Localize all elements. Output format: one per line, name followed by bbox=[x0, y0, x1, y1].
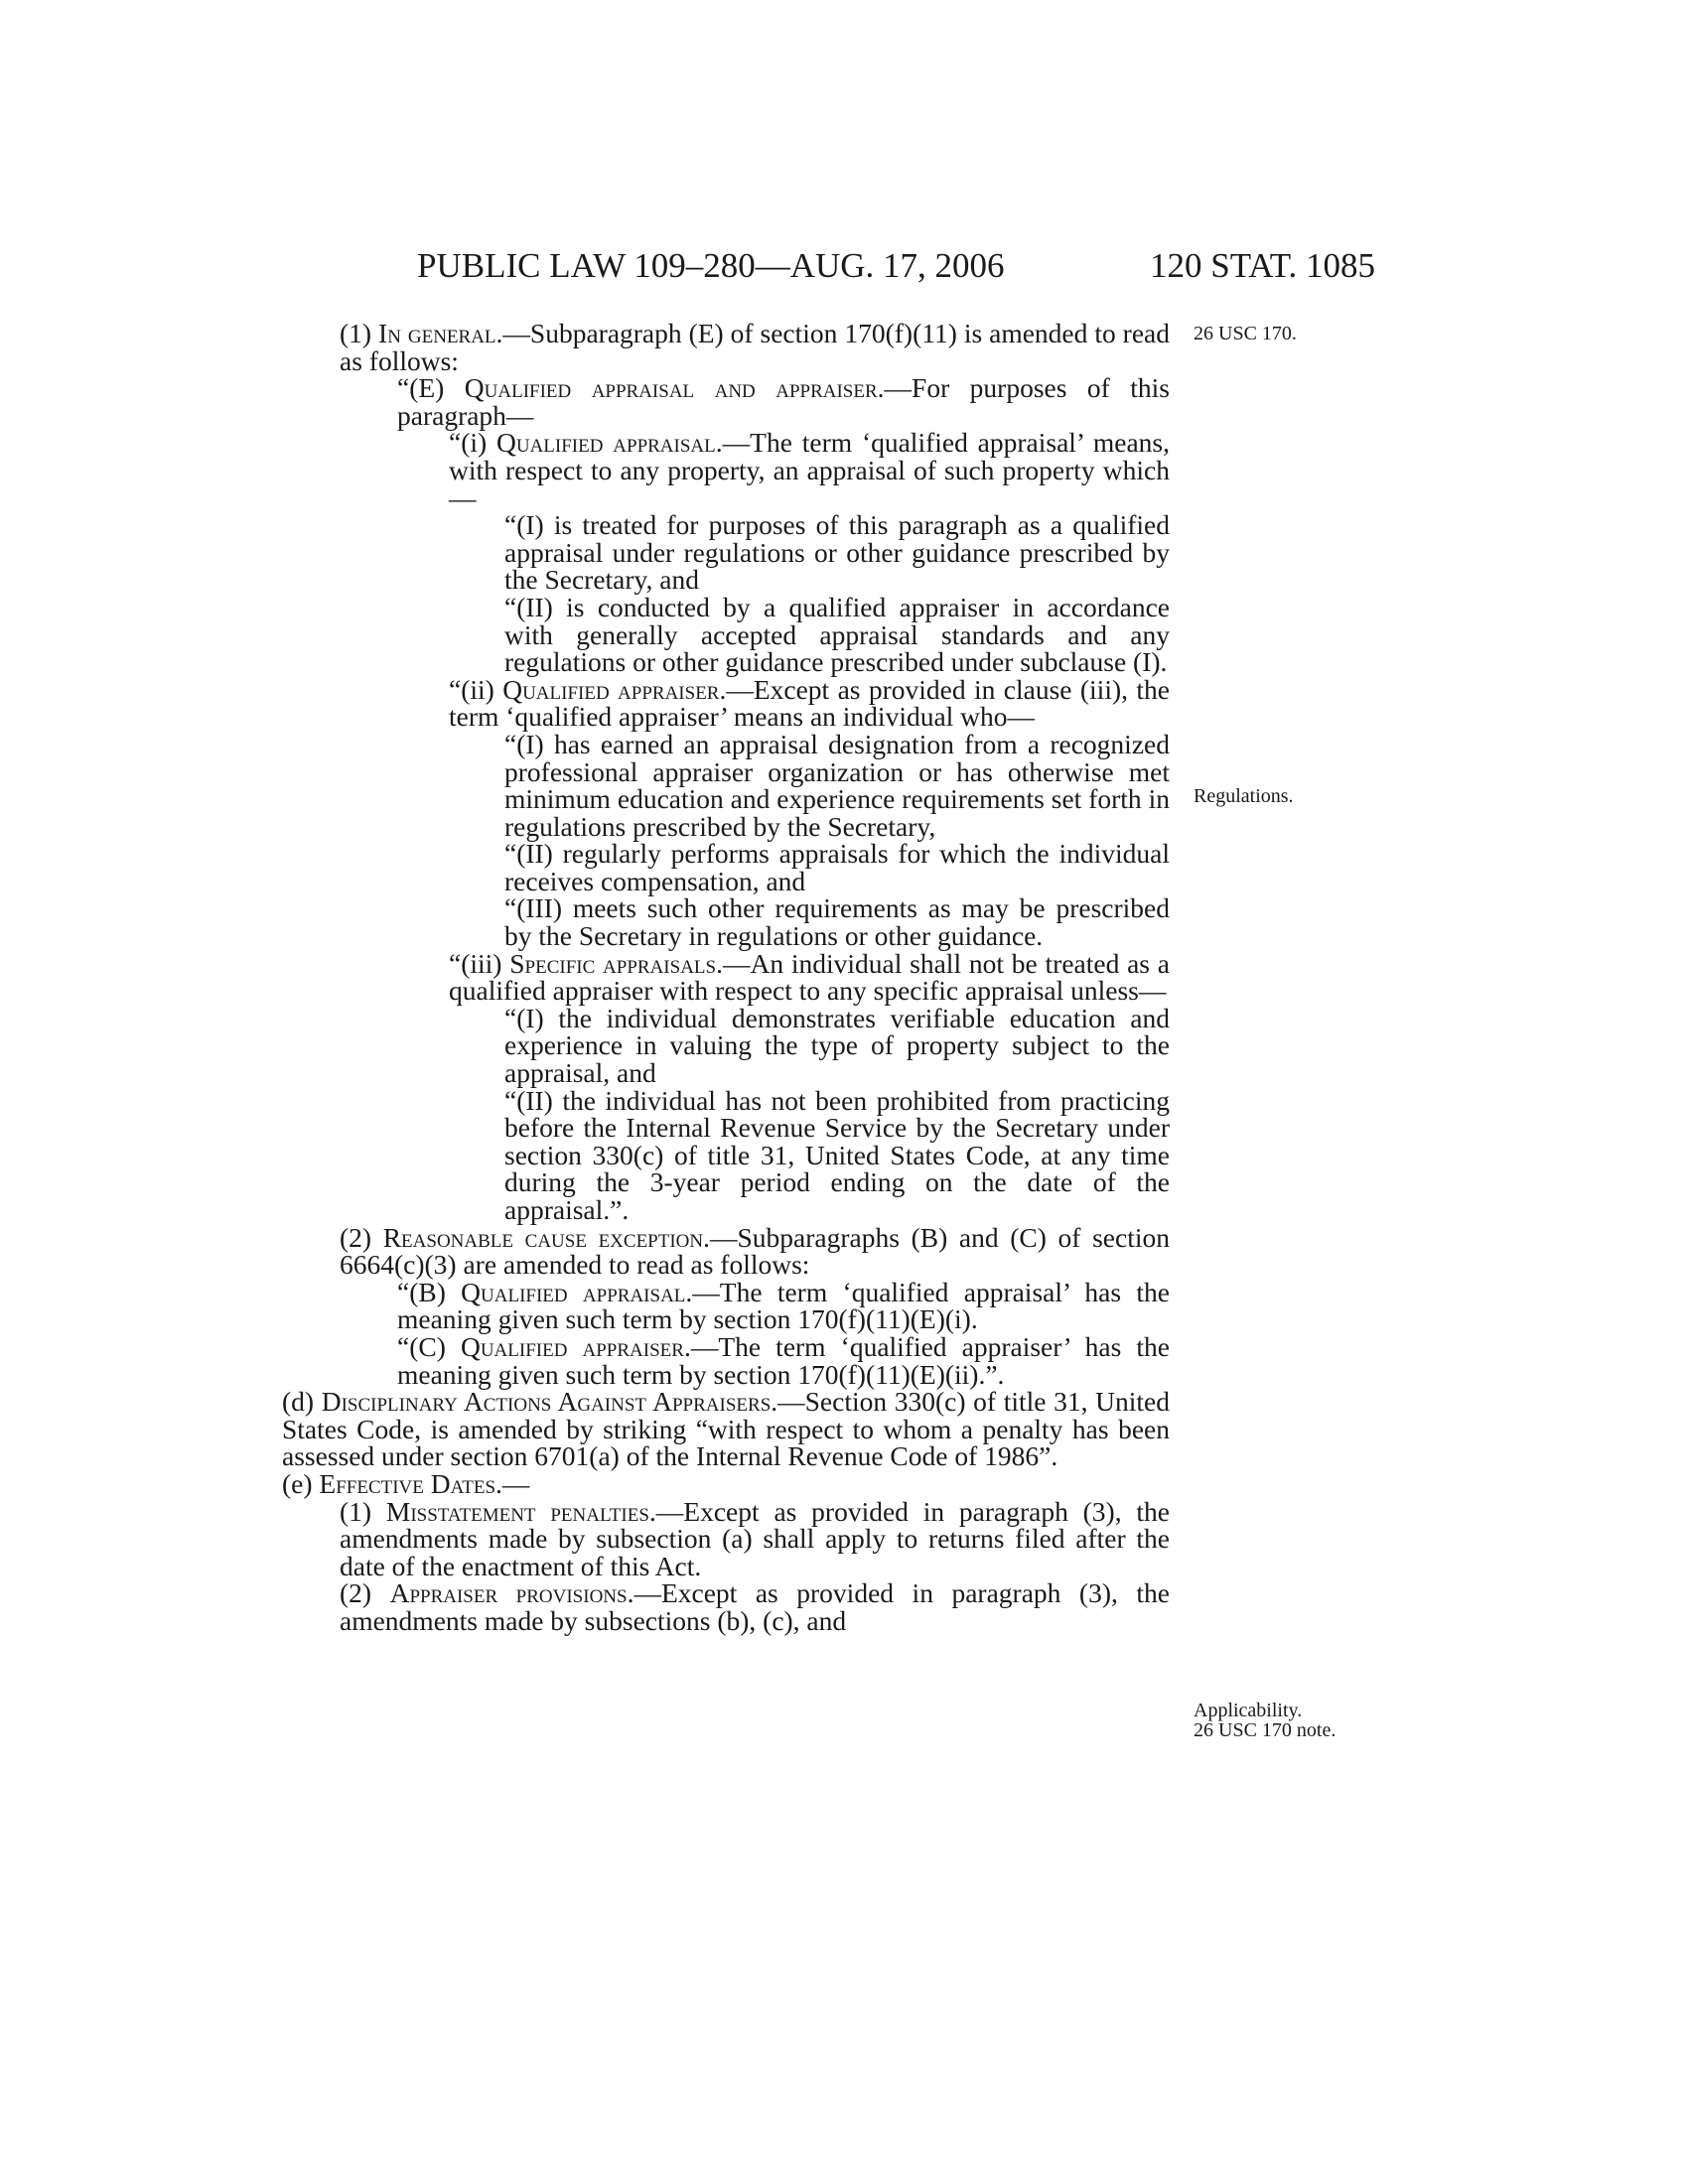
margin-note-usc-170-note: 26 USC 170 note. bbox=[1194, 1719, 1336, 1741]
heading-specific-appraisals: Specific appraisals. bbox=[509, 947, 723, 979]
statute-text bbox=[282, 318, 1170, 1636]
clause-iii-specific-appraisals: “(iii) Specific appraisals.—An individual shall not be treated as a qualified appraiser with respect to any specific appraisal unless— bbox=[449, 947, 1170, 1007]
clause-iii-subclause-I: “(I) the individual demonstrates verifiable education and experience in valuing the type of property subject to the appraisal, and bbox=[504, 1002, 1170, 1089]
heading-qualified-appraiser-c: Qualified appraiser. bbox=[460, 1330, 691, 1362]
margin-note-applicability: Applicability. bbox=[1194, 1700, 1303, 1721]
paragraph-2-reasonable-cause: (2) Reasonable cause exception.—Subparagraphs (B) and (C) of section 6664(c)(3) are amended to read as follows: bbox=[340, 1221, 1170, 1281]
subparagraph-B: “(B) Qualified appraisal.—The term ‘qualified appraisal’ has the meaning given such term by section 170(f)(11)(E)(i). bbox=[397, 1276, 1170, 1335]
clause-ii-subclause-II: “(II) regularly performs appraisals for which the individual receives compensation, and bbox=[504, 838, 1170, 896]
heading-in-general: In general. bbox=[378, 318, 503, 348]
heading-reasonable-cause-exception: Reasonable cause exception. bbox=[382, 1221, 711, 1253]
heading-qualified-appraisal-and-appraiser: Qualified appraisal and appraiser. bbox=[464, 372, 885, 404]
clause-ii-qualified-appraiser: “(ii) Qualified appraiser.—Except as provided in clause (iii), the term ‘qualified appraiser’ means an individual who— bbox=[449, 673, 1170, 733]
paragraph-2-appraiser-provisions: (2) Appraiser provisions.—Except as provided in paragraph (3), the amendments made by subsections (b), (c), and bbox=[340, 1577, 1170, 1636]
margin-note-usc-170: 26 USC 170. bbox=[1194, 323, 1297, 344]
heading-qualified-appraisal-b: Qualified appraisal. bbox=[461, 1276, 693, 1307]
paragraph-1-in-general: (1) In general.—Subparagraph (E) of section 170(f)(11) is amended to read as follows: bbox=[340, 318, 1170, 376]
subparagraph-E: “(E) Qualified appraisal and appraiser.—For purposes of this paragraph— bbox=[397, 372, 1170, 431]
heading-misstatement-penalties: Misstatement penalties. bbox=[385, 1495, 656, 1527]
subparagraph-C: “(C) Qualified appraiser.—The term ‘qualified appraiser’ has the meaning given such term by section 170(f)(11)(E)(ii).”. bbox=[397, 1330, 1170, 1390]
heading-qualified-appraisal: Qualified appraisal. bbox=[496, 427, 723, 459]
subsection-d-disciplinary-actions: (d) Disciplinary Actions Against Appraisers.—Section 330(c) of title 31, United States Code, is amended by striking “with respect to whom a penalty has been assessed under section 6701(a) of the Internal Revenue Code of 1986”. bbox=[282, 1386, 1170, 1472]
heading-disciplinary-actions: Disciplinary Actions Against Appraisers. bbox=[321, 1386, 778, 1418]
running-header-title: PUBLIC LAW 109–280—AUG. 17, 2006 bbox=[417, 246, 1005, 285]
clause-ii-subclause-III: “(III) meets such other requirements as may be prescribed by the Secretary in regulations or other guidance. bbox=[504, 892, 1170, 952]
heading-qualified-appraiser: Qualified appraiser. bbox=[502, 673, 727, 705]
clause-ii-subclause-I: “(I) has earned an appraisal designation from a recognized professional appraiser organization or has otherwise met minimum education and experience requirements set forth in regulations prescribed by the Secretary, bbox=[504, 728, 1170, 842]
subsection-e-effective-dates: (e) Effective Dates.— bbox=[282, 1467, 530, 1499]
clause-i-subclause-I: “(I) is treated for purposes of this paragraph as a qualified appraisal under regulations or other guidance prescribed by the Secretary, and bbox=[504, 509, 1170, 596]
margin-note-regulations: Regulations. bbox=[1194, 785, 1294, 807]
heading-effective-dates: Effective Dates. bbox=[319, 1467, 502, 1499]
paragraph-1-misstatement-penalties: (1) Misstatement penalties.—Except as provided in paragraph (3), the amendments made by subsection (a) shall apply to returns filed after the date of the enactment of this Act. bbox=[340, 1495, 1170, 1581]
heading-appraiser-provisions: Appraiser provisions. bbox=[389, 1577, 634, 1609]
running-header-page-number: 120 STAT. 1085 bbox=[1150, 246, 1375, 285]
clause-i-subclause-II: “(II) is conducted by a qualified appraiser in accordance with generally accepted appraisal standards and any regulations or other guidance prescribed under subclause (I). bbox=[504, 591, 1170, 678]
clause-i-qualified-appraisal: “(i) Qualified appraisal.—The term ‘qualified appraisal’ means, with respect to any property, an appraisal of such property which— bbox=[449, 427, 1170, 513]
clause-iii-subclause-II: “(II) the individual has not been prohibited from practicing before the Internal Revenue Service by the Secretary under section 330(c) of title 31, United States Code, at any time during the 3-year period ending on the date of the appraisal.”. bbox=[504, 1084, 1170, 1225]
